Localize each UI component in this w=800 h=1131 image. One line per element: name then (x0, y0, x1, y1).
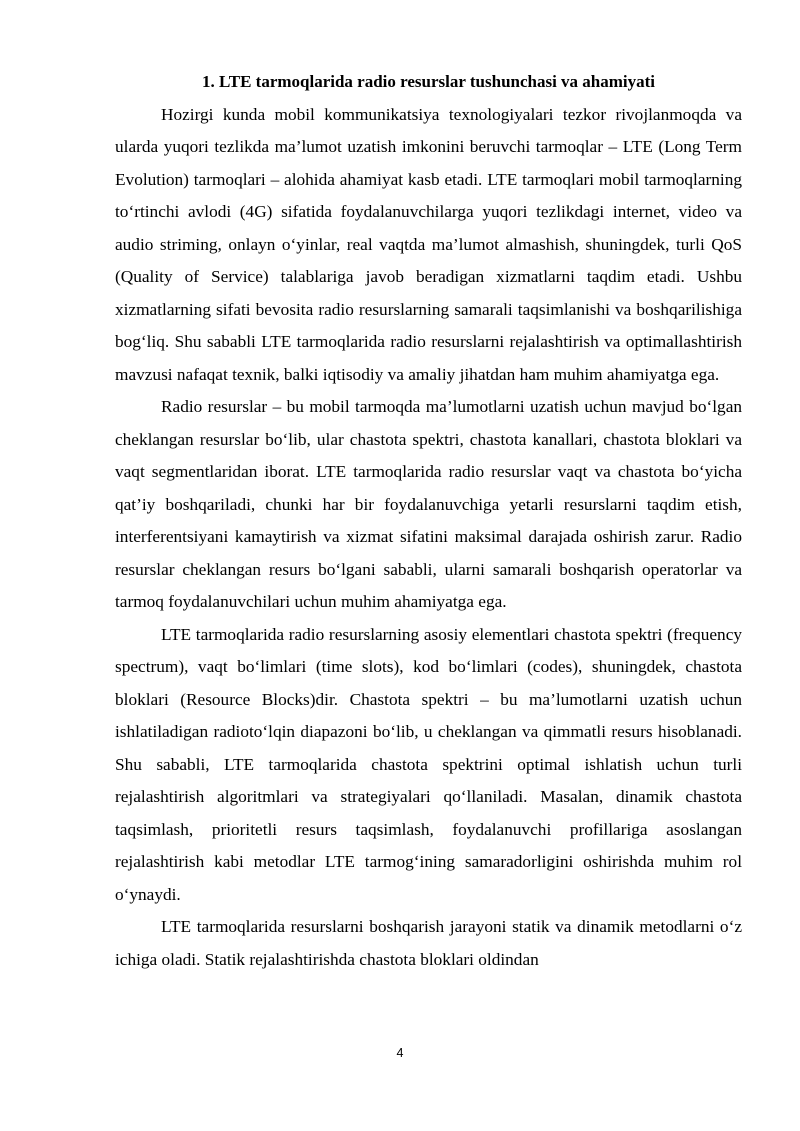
paragraph-3: LTE tarmoqlarida radio resurslarning asosiy elementlari chastota spektri (frequency spectrum), vaqt bo‘limlari (time slots), kod bo‘limlari (codes), shuningdek, chastota bloklari (Resource Blocks)dir. Chastota spektri – bu ma’lumotlarni uzatish uchun ishlatiladigan radioto‘lqin diapazoni bo‘lib, u cheklangan va qimmatli resurs hisoblanadi. Shu sababli, LTE tarmoqlarida chastota spektrini optimal ishlatish uchun turli rejalashtirish algoritmlari va strategiyalari qo‘llaniladi. Masalan, dinamik chastota taqsimlash, prioritetli resurs taqsimlash, foydalanuvchi profillariga asoslangan rejalashtirish kabi metodlar LTE tarmog‘ining samaradorligini oshirishda muhim rol o‘ynaydi. (115, 624, 742, 904)
page-number: 4 (396, 1046, 404, 1060)
paragraph-4: LTE tarmoqlarida resurslarni boshqarish jarayoni statik va dinamik metodlarni o‘z ichiga oladi. Statik rejalashtirishda chastota bloklari oldindan (115, 917, 742, 969)
paragraph-2: Radio resurslar – bu mobil tarmoqda ma’lumotlarni uzatish uchun mavjud bo‘lgan cheklangan resurslar bo‘lib, ular chastota spektri, chastota kanallari, chastota bloklari va vaqt segmentlaridan iborat. LTE tarmoqlarida radio resurslar vaqt va chastota bo‘yicha qat’iy boshqariladi, chunki har bir foydalanuvchiga yetarli resurslarni taqdim etish, interferentsiyani kamaytirish va xizmat sifatini maksimal darajada oshirish zarur. Radio resurslar cheklangan resurs bo‘lgani sababli, ularni samarali boshqarish operatorlar va tarmoq foydalanuvchilari uchun muhim ahamiyatga ega. (115, 397, 742, 611)
text-block (115, 66, 742, 976)
paragraph-1: Hozirgi kunda mobil kommunikatsiya texnologiyalari tezkor rivojlanmoqda va ularda yuqori tezlikda ma’lumot uzatish imkonini beruvchi tarmoqlar – LTE (Long Term Evolution) tarmoqlari – alohida ahamiyat kasb etadi. LTE tarmoqlari mobil tarmoqlarning to‘rtinchi avlodi (4G) sifatida foydalanuvchilarga yuqori tezlikdagi internet, video va audio striming, onlayn o‘yinlar, real vaqtda ma’lumot almashish, shuningdek, turli QoS (Quality of Service) talablariga javob beradigan xizmatlarni taqdim etadi. Ushbu xizmatlarning sifati bevosita radio resurslarning samarali taqsimlanishi va boshqarilishiga bog‘liq. Shu sababli LTE tarmoqlarida radio resurslarni rejalashtirish va optimallashtirish mavzusi nafaqat texnik, balki iqtisodiy va amaliy jihatdan ham muhim ahamiyatga ega. (115, 104, 742, 384)
section-heading: 1. LTE tarmoqlarida radio resurslar tushunchasi va ahamiyati (201, 72, 656, 91)
